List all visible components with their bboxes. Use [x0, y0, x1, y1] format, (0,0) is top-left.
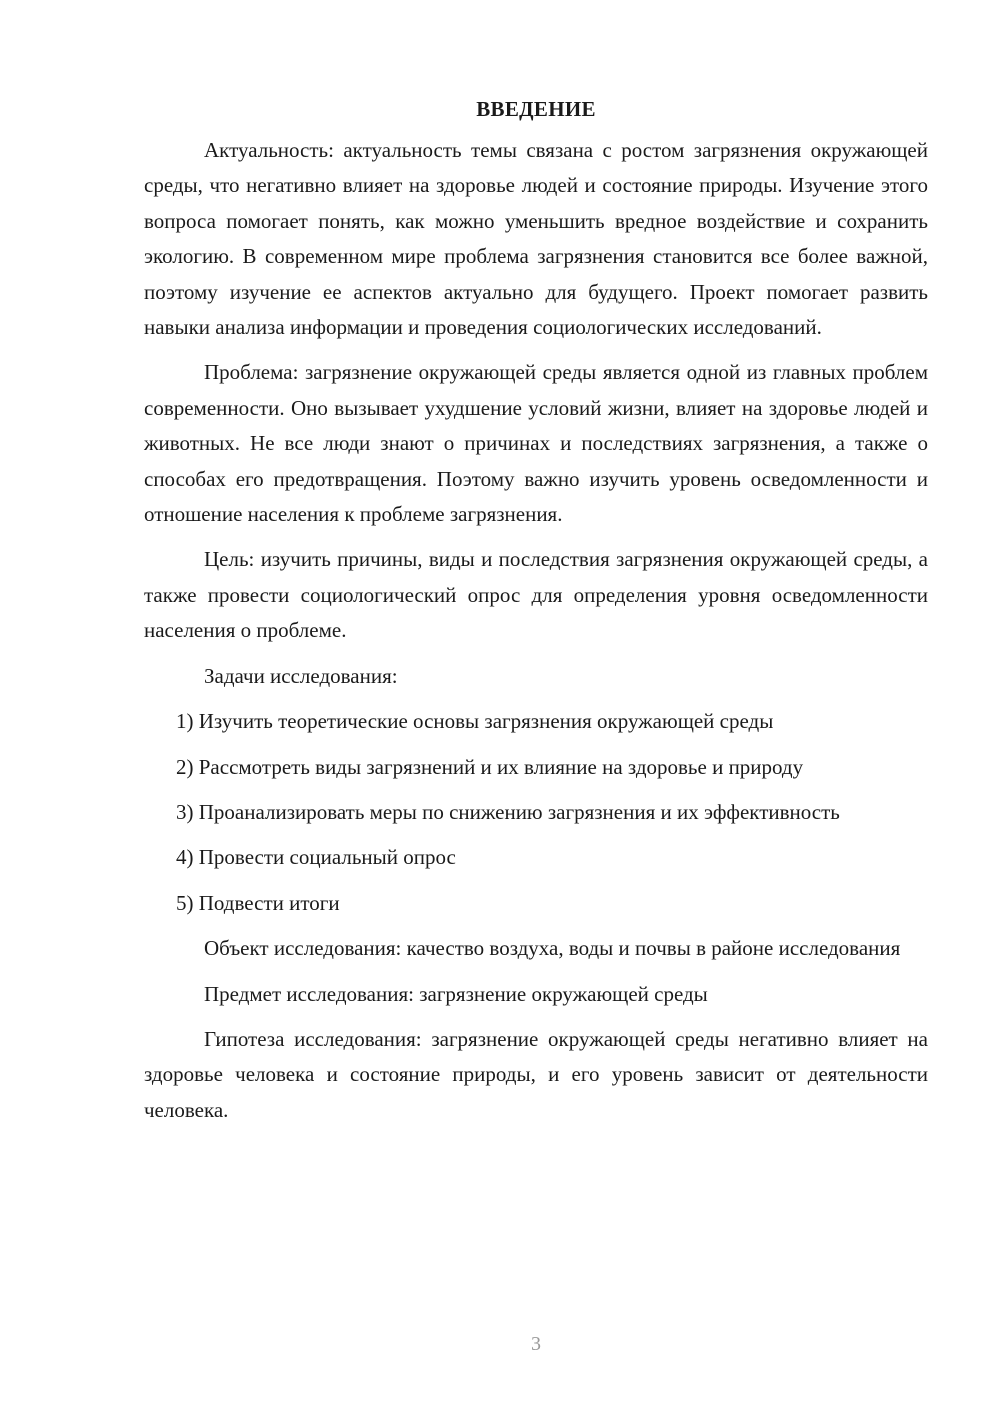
subject-paragraph: Предмет исследования: загрязнение окружающей среды: [204, 981, 708, 1006]
task-item-1: 1) Изучить теоретические основы загрязнения окружающей среды: [176, 709, 774, 734]
task-item-3: 3) Проанализировать меры по снижению загрязнения и их эффективность: [176, 799, 840, 824]
page-number: 3: [531, 1333, 541, 1355]
hypothesis-paragraph: Гипотеза исследования: загрязнение окружающей среды негативно влияет на здоровье человека и состояние природы, и его уровень зависит от деятельности человека.: [144, 1026, 928, 1122]
object-paragraph: Объект исследования: качество воздуха, воды и почвы в районе исследования: [204, 936, 901, 961]
page-title: ВВЕДЕНИЕ: [476, 97, 596, 121]
problem-paragraph: Проблема: загрязнение окружающей среды является одной из главных проблем современности. Оно вызывает ухудшение условий жизни, влияет на здоровье людей и животных. Не все люди знают о причинах и последствиях загрязнения, а также о способах его предотвращения. Поэтому важно изучить уровень осведомленности и отношение населения к проблеме загрязнения.: [144, 360, 928, 527]
document-page: [144, 92, 928, 1128]
task-item-4: 4) Провести социальный опрос: [176, 845, 456, 870]
task-item-2: 2) Рассмотреть виды загрязнений и их влияние на здоровье и природу: [176, 754, 804, 779]
tasks-heading: Задачи исследования:: [204, 663, 398, 688]
goal-paragraph: Цель: изучить причины, виды и последствия загрязнения окружающей среды, а также провести социологический опрос для определения уровня осведомленности населения о проблеме.: [144, 547, 928, 643]
task-item-5: 5) Подвести итоги: [176, 890, 340, 915]
relevance-paragraph: Актуальность: актуальность темы связана с ростом загрязнения окружающей среды, что негативно влияет на здоровье людей и состояние природы. Изучение этого вопроса помогает понять, как можно уменьшить вредное воздействие и сохранить экологию. В современном мире проблема загрязнения становится все более важной, поэтому изучение ее аспектов актуально для будущего. Проект помогает развить навыки анализа информации и проведения социологических исследований.: [144, 138, 928, 340]
